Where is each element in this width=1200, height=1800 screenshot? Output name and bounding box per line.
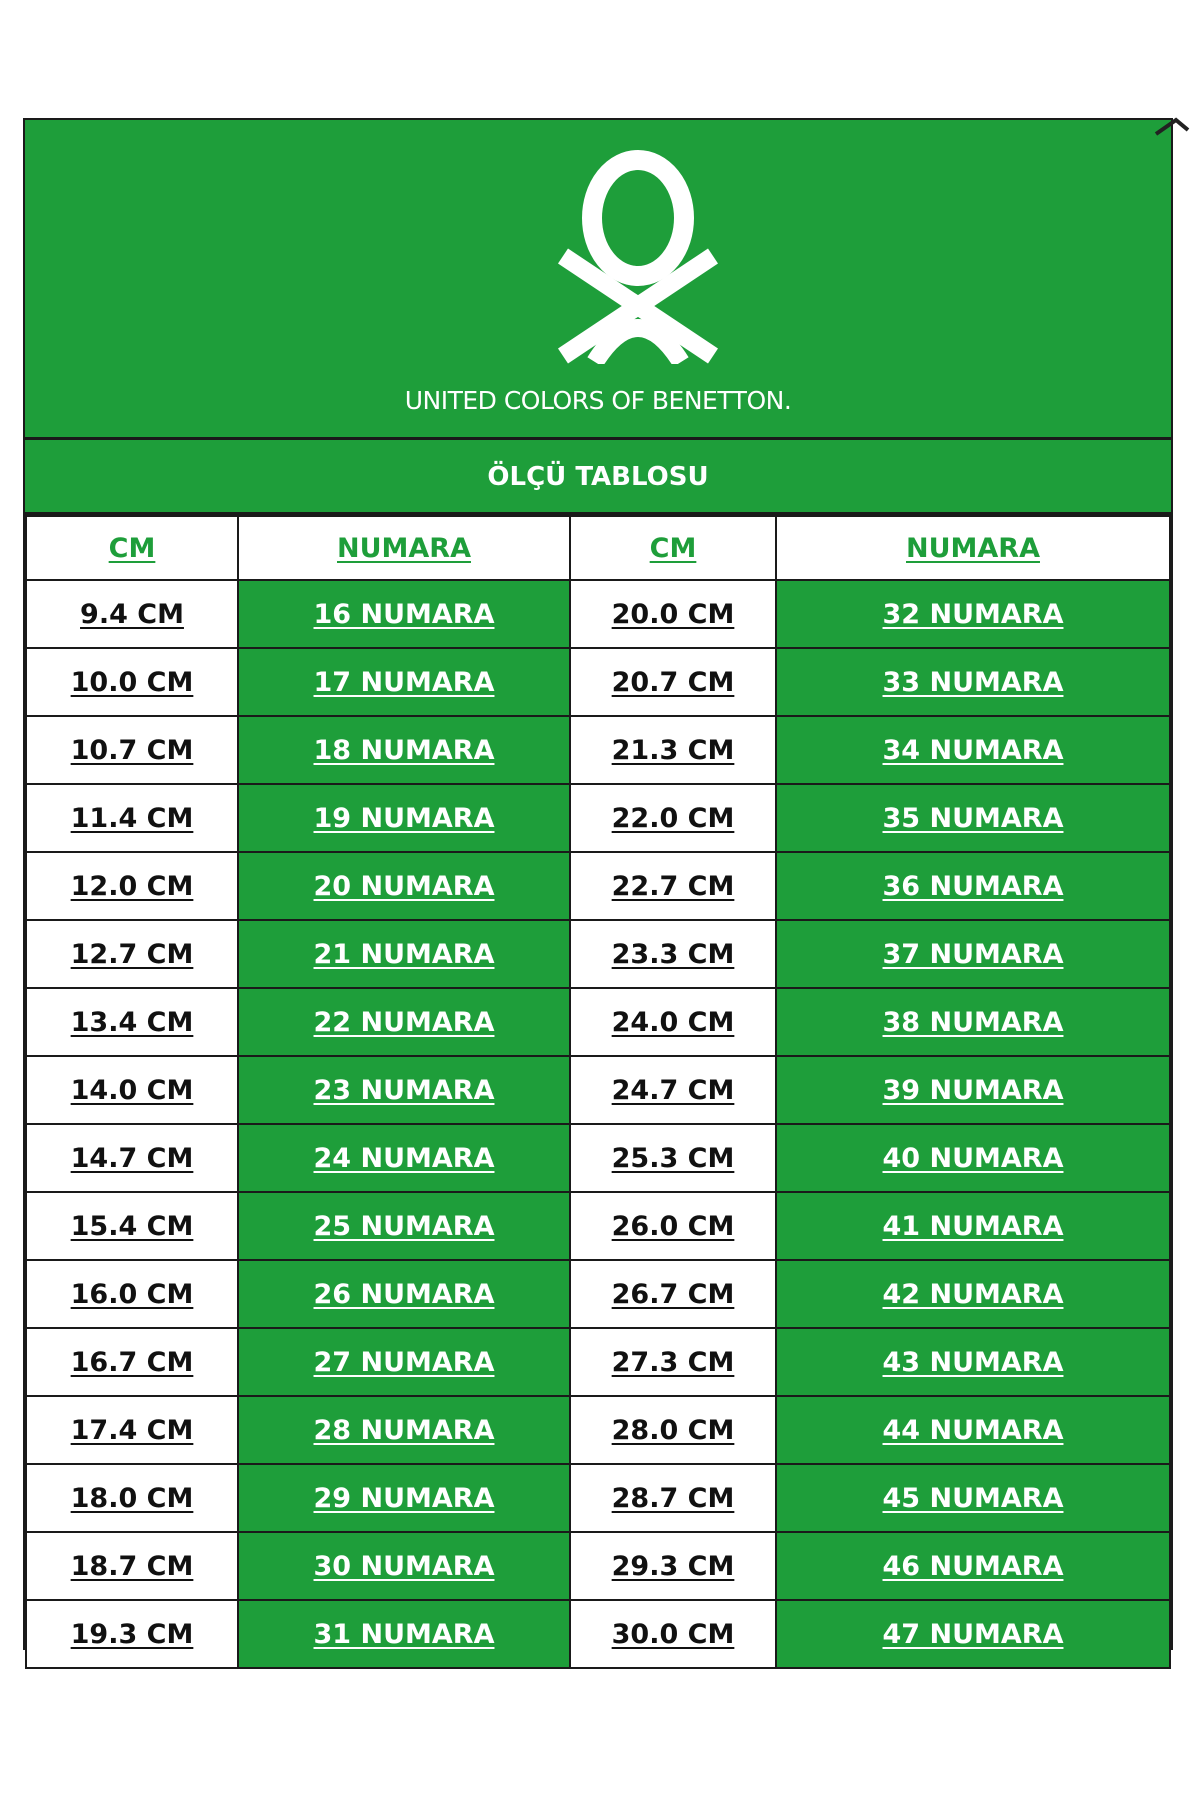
cell-cm-left: 12.0 CM bbox=[26, 852, 238, 920]
cell-numara-right: 38 NUMARA bbox=[776, 988, 1170, 1056]
cell-numara-left: 28 NUMARA bbox=[238, 1396, 570, 1464]
table-row bbox=[26, 920, 1170, 988]
cell-numara-right: 39 NUMARA bbox=[776, 1056, 1170, 1124]
cell-cm-left: 14.0 CM bbox=[26, 1056, 238, 1124]
benetton-logo-icon bbox=[545, 144, 731, 364]
brand-header bbox=[25, 120, 1171, 440]
cell-numara-left: 24 NUMARA bbox=[238, 1124, 570, 1192]
cell-numara-right: 35 NUMARA bbox=[776, 784, 1170, 852]
cell-numara-right: 36 NUMARA bbox=[776, 852, 1170, 920]
cell-cm-right: 27.3 CM bbox=[570, 1328, 776, 1396]
cell-numara-left: 19 NUMARA bbox=[238, 784, 570, 852]
cell-numara-left: 16 NUMARA bbox=[238, 580, 570, 648]
cell-cm-left: 16.0 CM bbox=[26, 1260, 238, 1328]
cell-cm-left: 15.4 CM bbox=[26, 1192, 238, 1260]
cell-numara-left: 26 NUMARA bbox=[238, 1260, 570, 1328]
table-row bbox=[26, 1192, 1170, 1260]
table-row bbox=[26, 1328, 1170, 1396]
table-row bbox=[26, 1260, 1170, 1328]
cell-numara-right: 37 NUMARA bbox=[776, 920, 1170, 988]
size-table bbox=[25, 515, 1171, 1669]
table-row bbox=[26, 1600, 1170, 1668]
cell-cm-right: 29.3 CM bbox=[570, 1532, 776, 1600]
cell-numara-right: 47 NUMARA bbox=[776, 1600, 1170, 1668]
cell-cm-right: 20.0 CM bbox=[570, 580, 776, 648]
cell-numara-right: 40 NUMARA bbox=[776, 1124, 1170, 1192]
header-numara-right: NUMARA bbox=[776, 516, 1170, 580]
cell-numara-right: 43 NUMARA bbox=[776, 1328, 1170, 1396]
chart-title: ÖLÇÜ TABLOSU bbox=[25, 440, 1171, 515]
cell-cm-left: 18.0 CM bbox=[26, 1464, 238, 1532]
cell-numara-left: 21 NUMARA bbox=[238, 920, 570, 988]
cell-cm-left: 9.4 CM bbox=[26, 580, 238, 648]
cell-numara-right: 45 NUMARA bbox=[776, 1464, 1170, 1532]
cell-cm-left: 13.4 CM bbox=[26, 988, 238, 1056]
table-row bbox=[26, 1464, 1170, 1532]
cell-numara-right: 32 NUMARA bbox=[776, 580, 1170, 648]
table-row bbox=[26, 1124, 1170, 1192]
cell-cm-left: 14.7 CM bbox=[26, 1124, 238, 1192]
cell-cm-left: 19.3 CM bbox=[26, 1600, 238, 1668]
cell-cm-right: 21.3 CM bbox=[570, 716, 776, 784]
table-row bbox=[26, 1532, 1170, 1600]
cell-numara-left: 25 NUMARA bbox=[238, 1192, 570, 1260]
cell-numara-left: 30 NUMARA bbox=[238, 1532, 570, 1600]
table-body bbox=[26, 580, 1170, 1668]
cell-cm-left: 17.4 CM bbox=[26, 1396, 238, 1464]
table-row bbox=[26, 580, 1170, 648]
cell-cm-right: 28.7 CM bbox=[570, 1464, 776, 1532]
cell-cm-right: 22.7 CM bbox=[570, 852, 776, 920]
brand-name: UNITED COLORS OF BENETTON. bbox=[404, 386, 792, 415]
cell-cm-right: 26.0 CM bbox=[570, 1192, 776, 1260]
cell-cm-right: 20.7 CM bbox=[570, 648, 776, 716]
table-row bbox=[26, 784, 1170, 852]
table-row bbox=[26, 716, 1170, 784]
table-header-row bbox=[26, 516, 1170, 580]
cell-numara-left: 23 NUMARA bbox=[238, 1056, 570, 1124]
cell-numara-left: 29 NUMARA bbox=[238, 1464, 570, 1532]
header-cm-left: CM bbox=[26, 516, 238, 580]
cell-cm-right: 25.3 CM bbox=[570, 1124, 776, 1192]
table-row bbox=[26, 1056, 1170, 1124]
cell-cm-left: 11.4 CM bbox=[26, 784, 238, 852]
header-numara-left: NUMARA bbox=[238, 516, 570, 580]
cell-cm-right: 28.0 CM bbox=[570, 1396, 776, 1464]
cell-cm-left: 18.7 CM bbox=[26, 1532, 238, 1600]
cell-cm-left: 16.7 CM bbox=[26, 1328, 238, 1396]
cell-numara-right: 33 NUMARA bbox=[776, 648, 1170, 716]
cell-numara-left: 27 NUMARA bbox=[238, 1328, 570, 1396]
corner-caret-icon bbox=[1150, 112, 1190, 152]
cell-cm-left: 12.7 CM bbox=[26, 920, 238, 988]
cell-numara-right: 42 NUMARA bbox=[776, 1260, 1170, 1328]
cell-cm-right: 24.0 CM bbox=[570, 988, 776, 1056]
cell-numara-left: 31 NUMARA bbox=[238, 1600, 570, 1668]
cell-cm-right: 24.7 CM bbox=[570, 1056, 776, 1124]
cell-numara-right: 44 NUMARA bbox=[776, 1396, 1170, 1464]
size-chart bbox=[23, 118, 1173, 1650]
table-row bbox=[26, 852, 1170, 920]
cell-numara-left: 20 NUMARA bbox=[238, 852, 570, 920]
cell-numara-left: 18 NUMARA bbox=[238, 716, 570, 784]
table-row bbox=[26, 988, 1170, 1056]
cell-numara-right: 41 NUMARA bbox=[776, 1192, 1170, 1260]
table-row bbox=[26, 1396, 1170, 1464]
table-row bbox=[26, 648, 1170, 716]
cell-numara-left: 22 NUMARA bbox=[238, 988, 570, 1056]
cell-cm-left: 10.7 CM bbox=[26, 716, 238, 784]
cell-numara-left: 17 NUMARA bbox=[238, 648, 570, 716]
cell-numara-right: 46 NUMARA bbox=[776, 1532, 1170, 1600]
cell-cm-left: 10.0 CM bbox=[26, 648, 238, 716]
header-cm-right: CM bbox=[570, 516, 776, 580]
cell-cm-right: 23.3 CM bbox=[570, 920, 776, 988]
cell-cm-right: 26.7 CM bbox=[570, 1260, 776, 1328]
cell-cm-right: 30.0 CM bbox=[570, 1600, 776, 1668]
cell-numara-right: 34 NUMARA bbox=[776, 716, 1170, 784]
cell-cm-right: 22.0 CM bbox=[570, 784, 776, 852]
